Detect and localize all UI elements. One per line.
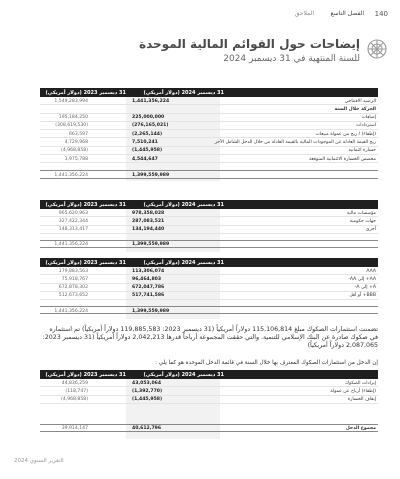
table-row: مؤسسات مالية 978,358,028 965,620,963 [40, 209, 378, 217]
table-row: BBB+ أو أقل 517,741,586 512,673,652 [40, 292, 378, 300]
table-row: استردادات (276,165,021) (308,619,530) [40, 122, 378, 130]
logo-icon [366, 38, 388, 60]
movement-table [40, 88, 378, 179]
page-number: 140 [374, 10, 388, 18]
counterparty-table [40, 200, 378, 248]
table-row: خسارة ائتمانية (1,445,958) (4,968,858) [40, 147, 378, 155]
table-row: إضافات 225,000,000 195,184,250 [40, 114, 378, 122]
table-row: مخصص الخسارة الائتمانية المتوقعة 4,544,647 3,975,788 [40, 155, 378, 163]
table-row: الرصيد الافتتاحي 1,441,356,224 1,549,283,994 [40, 97, 378, 105]
table-total-row: 1,399,559,989 1,441,356,224 [40, 170, 378, 178]
chapter-label[interactable]: الفصل التاسع [330, 10, 364, 17]
footer-text: التقرير السنوي 2024 [14, 458, 64, 464]
table-row: أخرى 134,194,440 148,313,417 [40, 226, 378, 234]
table-header [40, 88, 378, 97]
table-total-row: مجموع الدخل 40,612,796 39,914,147 [40, 424, 378, 432]
page-title: إيضاحات حول القوائم المالية الموحدة [139, 37, 360, 51]
sukuk-note-paragraph: تضمنت استثمارات الصكوك مبلغ 115,106,814 دولاراً أمريكياً (31 ديسمبر 2023: 119,885,583 دولاراً أمريكياً) تم استثماره في صكوك صادرة عن البنك الإسلامي للتنمية. والتي حققت المجموعة أرباحاً قدرها 2,042,213 دولاراً أمريكياً (31 ديسمبر 2023: 2,087,065 دولاراً أمريكياً) [42, 326, 378, 350]
table-total-row: 1,399,559,989 1,441,356,224 [40, 240, 378, 248]
page-subtitle: للسنة المنتهية في 31 ديسمبر 2024 [223, 54, 360, 64]
table-row: (إطفاء) / ربح من عمولة مبيعات (2,265,144) 663,597 [40, 130, 378, 138]
rating-table [40, 258, 378, 314]
table-row: AA+ إلى AA- 96,464,803 75,918,767 [40, 275, 378, 283]
income-intro-paragraph: إن الدخل من استثمارات الصكوك المعترف بها خلال السنة في قائمة الدخل الموحدة هو كما يلي : [155, 360, 378, 366]
appendix-label[interactable]: الملاحق [294, 10, 314, 17]
table-total-row: 1,399,559,989 1,441,356,224 [40, 306, 378, 314]
table-header: 31 ديسمبر 2024 (دولار أمريكي) 31 ديسمبر 2023 (دولار أمريكي) [40, 370, 378, 379]
table-row: جهات حكومية 287,083,521 327,422,344 [40, 217, 378, 225]
col-2023-header: 31 ديسمبر 2023 (دولار أمريكي) [45, 89, 126, 96]
table-row: إيقاف الخسارة (1,445,958) (4,968,858) [40, 396, 378, 404]
table-header: 31 ديسمبر 2024 (دولار أمريكي) 31 ديسمبر 2023 (دولار أمريكي) [40, 258, 378, 267]
table-row: AAA 113,306,074 179,883,563 [40, 267, 378, 275]
table-header: 31 ديسمبر 2024 (دولار أمريكي) 31 ديسمبر 2023 (دولار أمريكي) [40, 200, 378, 209]
col-2024-header: 31 ديسمبر 2024 (دولار أمريكي) [143, 89, 224, 96]
top-bar [0, 10, 400, 22]
table-row: (إطفاء) أرباح عن عمولة (1,392,770) (118,747) [40, 387, 378, 395]
table-row: A+ إلى A- 672,047,786 672,878,302 [40, 284, 378, 292]
income-table [40, 370, 378, 432]
table-row: إيرادات الصكوك 43,053,064 44,836,259 [40, 379, 378, 387]
table-row: الحركة خلال السنة [40, 105, 378, 113]
table-row: ربح القيمة العادلة عن الموجودات المالية بالقيمة العادلة من خلال الدخل الشامل الآخر 7,510,241 4,729,968 [40, 138, 378, 146]
